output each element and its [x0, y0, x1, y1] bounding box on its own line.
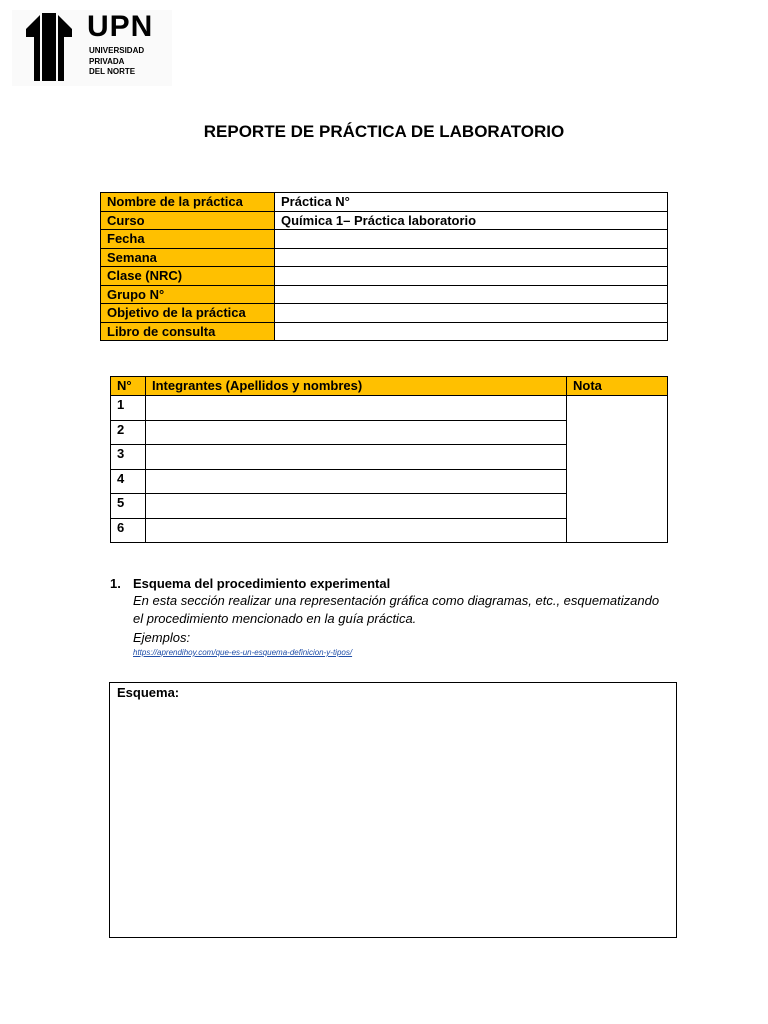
info-label: Clase (NRC) [101, 267, 275, 286]
members-table [110, 376, 668, 543]
row-number: 5 [111, 494, 146, 519]
table-row [111, 396, 668, 421]
row-number: 4 [111, 469, 146, 494]
examples-label: Ejemplos: [133, 630, 191, 645]
row-number: 1 [111, 396, 146, 421]
scheme-label: Esquema: [117, 685, 180, 700]
member-name-cell[interactable] [146, 518, 567, 543]
info-value[interactable] [275, 267, 668, 286]
table-row [101, 322, 668, 341]
section-heading [110, 576, 670, 591]
examples-link[interactable]: https://aprendihoy.com/que-es-un-esquema-definicion-y-tipos/ [133, 648, 353, 657]
row-number: 2 [111, 420, 146, 445]
table-row [101, 230, 668, 249]
member-name-cell[interactable] [146, 420, 567, 445]
logo-brand-text: UPN [87, 10, 154, 43]
info-value[interactable] [275, 248, 668, 267]
info-label: Curso [101, 211, 275, 230]
table-header-row [111, 377, 668, 396]
table-row [101, 248, 668, 267]
info-value[interactable] [275, 230, 668, 249]
row-number: 3 [111, 445, 146, 470]
section-description: En esta sección realizar una representación gráfica como diagramas, etc., esquematizando el procedimiento mencionado en la guía práctica. [133, 593, 660, 626]
section-number: 1. [110, 576, 121, 591]
table-row [101, 285, 668, 304]
info-label: Libro de consulta [101, 322, 275, 341]
page-title: REPORTE DE PRÁCTICA DE LABORATORIO [203, 122, 565, 141]
table-row [101, 267, 668, 286]
info-label: Nombre de la práctica [101, 193, 275, 212]
row-number: 6 [111, 518, 146, 543]
table-row [101, 304, 668, 323]
info-value[interactable] [275, 304, 668, 323]
header-grade: Nota [567, 377, 668, 396]
info-table [100, 192, 668, 341]
member-name-cell[interactable] [146, 469, 567, 494]
info-value[interactable]: Práctica N° [275, 193, 668, 212]
grade-cell[interactable] [567, 396, 668, 543]
header-members: Integrantes (Apellidos y nombres) [146, 377, 567, 396]
scheme-box[interactable] [109, 682, 677, 938]
logo-subtitle: UNIVERSIDAD PRIVADA DEL NORTE [89, 46, 145, 76]
header-number: N° [111, 377, 146, 396]
info-label: Grupo N° [101, 285, 275, 304]
member-name-cell[interactable] [146, 494, 567, 519]
info-value[interactable] [275, 285, 668, 304]
section-procedure [110, 576, 670, 657]
section-heading-text: Esquema del procedimiento experimental [133, 576, 391, 591]
info-label: Fecha [101, 230, 275, 249]
upn-torch-icon [26, 13, 82, 81]
info-value[interactable]: Química 1– Práctica laboratorio [275, 211, 668, 230]
member-name-cell[interactable] [146, 396, 567, 421]
table-row [101, 211, 668, 230]
member-name-cell[interactable] [146, 445, 567, 470]
upn-logo [12, 10, 172, 86]
info-label: Objetivo de la práctica [101, 304, 275, 323]
info-value[interactable] [275, 322, 668, 341]
info-label: Semana [101, 248, 275, 267]
table-row [101, 193, 668, 212]
